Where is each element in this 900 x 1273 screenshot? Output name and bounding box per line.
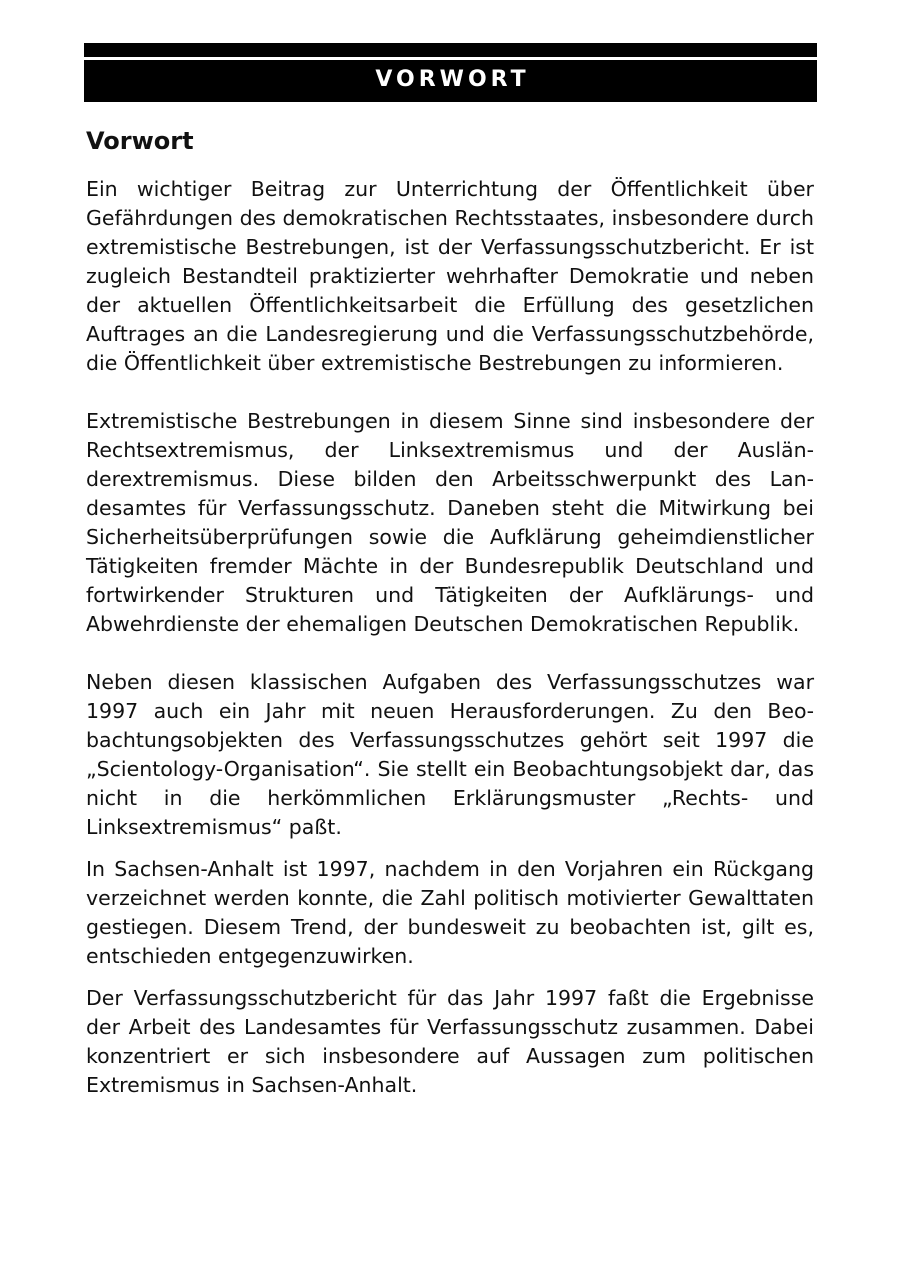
- paragraph-3: Neben diesen klassischen Aufgaben des Verfassungsschutzes war 1997 auch ein Jahr mit neuen Herausforderungen. Zu den Beobachtungsobjekten des Verfassungsschutzes gehört seit 1997 die „Scientology-Organisation“. Sie stellt ein Beobachtungsobjekt dar, das nicht in die herkömmlichen Erklärungsmuster „Rechts- und Linksextremismus“ paßt.: [86, 670, 814, 839]
- paragraph-1: Ein wichtiger Beitrag zur Unterrichtung der Öffentlichkeit über Gefährdungen des demokratischen Rechtsstaates, insbesondere durch extremistische Bestrebungen, ist der Verfassungsschutzbericht. Er ist zugleich Bestandteil praktizierter wehrhafter Demokratie und neben der aktuellen Öffentlichkeitsarbeit die Erfüllung des gesetzlichen Auftrages an die Landesregierung und die Verfassungsschutzbehörde, die Öffentlichkeit über extremistische Bestrebungen zu informieren.: [86, 177, 814, 375]
- section-header-title: VORWORT: [375, 67, 530, 92]
- paragraph-4: In Sachsen-Anhalt ist 1997, nachdem in den Vorjahren ein Rückgang verzeichnet werden konnte, die Zahl politisch motivierter Gewalttaten gestiegen. Diesem Trend, der bundesweit zu beobachten ist, gilt es, entschieden entgegenzuwirken.: [86, 857, 814, 968]
- body-text: [86, 175, 814, 1100]
- paragraph-2: Extremistische Bestrebungen in diesem Sinne sind insbesondere der Rechtsextremismus, der Linksextremismus und der Ausländerextremismus. Diese bilden den Arbeitsschwerpunkt des Landesamtes für Verfassungsschutz. Daneben steht die Mitwirkung bei Sicherheitsüberprüfungen sowie die Aufklärung geheimdienstlicher Tätigkeiten fremder Mächte in der Bundesrepublik Deutschland und fortwirkender Strukturen und Tätigkeiten der Aufklärungs- und Abwehrdienste der ehemaligen Deutschen Demokratischen Republik.: [86, 409, 814, 636]
- section-header-bar: [84, 43, 817, 102]
- paragraph-5: Der Verfassungsschutzbericht für das Jahr 1997 faßt die Ergebnisse der Arbeit des Landesamtes für Verfassungsschutz zusammen. Dabei konzentriert er sich insbesondere auf Aussagen zum politischen Extremismus in Sachsen-Anhalt.: [86, 986, 814, 1097]
- header-rule: [84, 57, 817, 60]
- page-title: Vorwort: [86, 127, 194, 155]
